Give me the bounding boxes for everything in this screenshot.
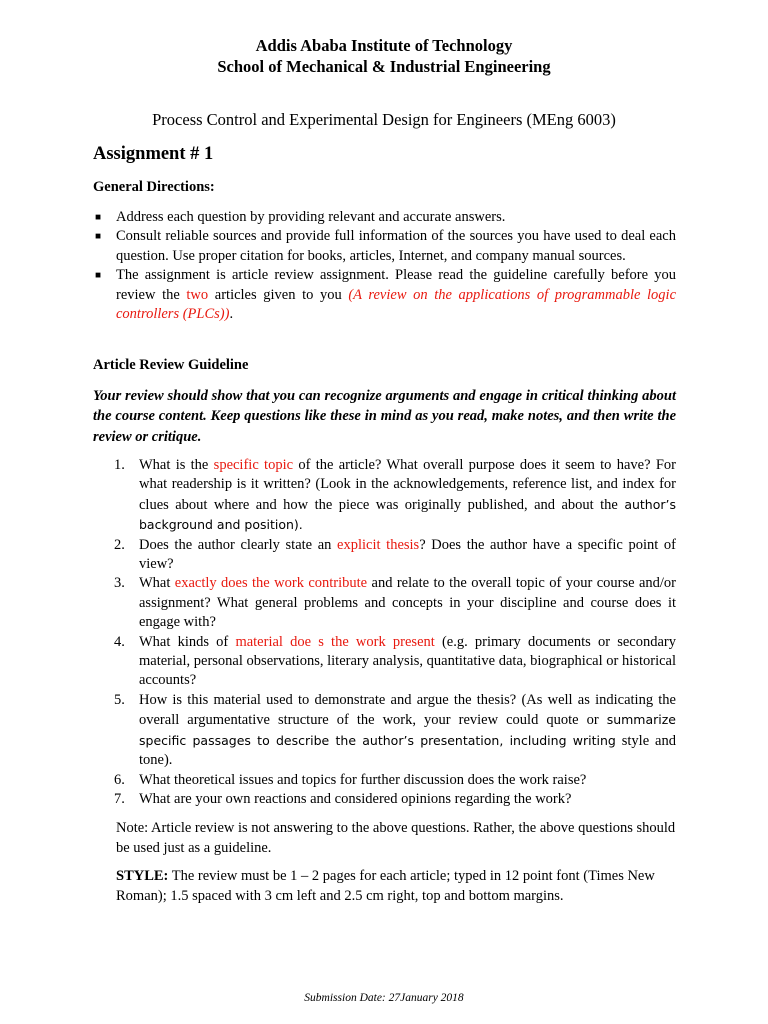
list-item: ■ Address each question by providing relevant and accurate answers. [93,208,676,227]
directions-list [93,208,676,324]
square-bullet-icon: ■ [95,270,102,282]
style-label: STYLE: [116,868,169,884]
school-name: School of Mechanical & Industrial Engineering [217,57,551,76]
guideline-heading: Article Review Guideline [93,357,249,373]
highlight-text: material doe s the work present [235,633,435,650]
list-item: 2. Does the author clearly state an explicit thesis? Does the author have a specific point of view? [114,536,677,573]
square-bullet-icon: ■ [95,212,102,223]
note-paragraph: Note: Article review is not answering to the above questions. Rather, the above questions should be used just as a guideline. [116,820,676,856]
questions-list [93,456,676,809]
list-item: 3. What exactly does the work contribute and relate to the overall topic of your course and/or assignment? What general problems and concepts in your discipline and course does it engage with? [114,575,676,631]
list-item: 1. What is the specific topic of the article? What overall purpose does it seem to have? For what readership is it written? (Look in the acknowledgements, reference list, and index for clues about where and how the piece was originally published, and about the author’s background and position). [114,457,676,533]
list-item: ■ Consult reliable sources and provide full information of the sources you have used to deal each question. Use proper citation for books, articles, Internet, and company manual sources. [95,228,676,264]
assignment-title: Assignment # 1 [93,144,214,164]
institution-name: Addis Ababa Institute of Technology [255,36,513,55]
highlight-text: exactly does the work contribute [174,575,368,592]
submission-date: Submission Date: 27January 2018 [304,992,464,1004]
general-directions-heading: General Directions: [93,179,215,195]
list-item: 7. What are your own reactions and considered opinions regarding the work? [114,790,572,807]
course-title: Process Control and Experimental Design for Engineers (MEng 6003) [152,110,616,129]
highlight-text: explicit thesis [337,536,420,553]
highlight-text: two [186,286,209,303]
list-item: 6. What theoretical issues and topics for further discussion does the work raise? [114,771,587,788]
style-paragraph: STYLE: The review must be 1 – 2 pages for each article; typed in 12 point font (Times New Roman); 1.5 spaced with 3 cm left and 2.5 cm right, top and bottom margins. [116,868,655,904]
list-item: ■ The assignment is article review assignment. Please read the guideline carefully before you review the two articles given to you (A review on the applications of programmable logic controllers (PLCs)). [95,267,677,323]
guideline-intro: Your review should show that you can recognize arguments and engage in critical thinking about the course content. Keep questions like these in mind as you read, make notes, and then write the review or critique. [93,388,676,445]
highlight-text: (A review on the applications of programmable logic controllers (PLCs)) [116,286,677,323]
list-item: 5. How is this material used to demonstrate and argue the thesis? (As well as indicating the overall argumentative structure of the work, your review could quote or summarize specific passages to describe the author’s presentation, including writing style and tone). [114,691,676,769]
list-item: 4. What kinds of material doe s the work present (e.g. primary documents or secondary material, personal observations, literary analysis, quantitative data, biographical or historical accounts? [114,633,677,689]
square-bullet-icon: ■ [95,231,102,243]
highlight-text: specific topic [213,457,294,473]
